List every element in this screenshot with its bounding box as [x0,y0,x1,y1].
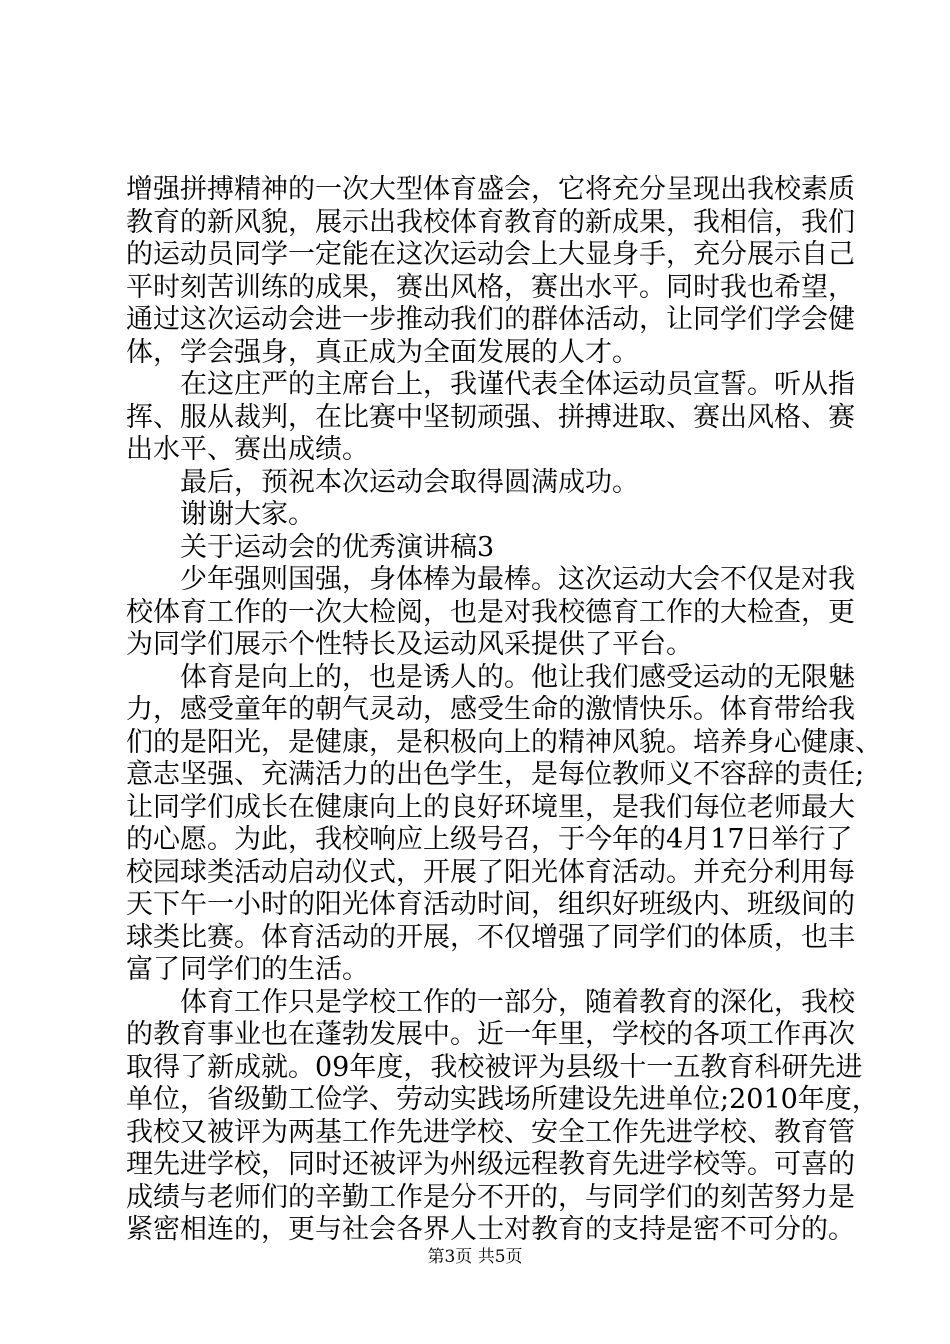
text-line: 在这庄严的主席台上，我谨代表全体运动员宣誓。听从指 [126,369,855,400]
section-heading: 关于运动会的优秀演讲稿3 [126,531,495,563]
text-line: 教育的新风貌，展示出我校体育教育的新成果，我相信，我们 [126,206,855,238]
text-line: 谢谢大家。 [126,499,315,530]
text-line: 少年强则国强，身体棒为最棒。这次运动大会不仅是对我 [126,564,855,595]
text-line: 最后，预祝本次运动会取得圆满成功。 [126,466,639,498]
text-line: 取得了新成就。09年度，我校被评为县级十一五教育科研先进 [126,1051,863,1083]
text-line: 紧密相连的，更与社会各界人士对教育的支持是密不可分的。 [126,1214,855,1245]
text-line: 平时刻苦训练的成果，赛出风格，赛出水平。同时我也希望， [126,271,855,303]
text-line: 力，感受童年的朝气灵动，感受生命的激情快乐。体育带给我 [126,694,855,725]
text-line: 为同学们展示个性特长及运动风采提供了平台。 [126,629,693,660]
text-line: 校体育工作的一次大检阅，也是对我校德育工作的大检查，更 [126,596,855,628]
text-line: 意志坚强、充满活力的出色学生，是每位教师义不容辞的责任; [126,759,865,790]
text-line: 们的是阳光，是健康，是积极向上的精神风貌。培养身心健康、 [126,726,882,758]
text-line: 的心愿。为此，我校响应上级号召，于今年的4月17日举行了 [126,824,853,855]
text-line: 我校又被评为两基工作先进学校、安全工作先进学校、教育管 [126,1116,855,1148]
text-line: 成绩与老师们的辛勤工作是分不开的，与同学们的刻苦努力是 [126,1181,855,1213]
text-line: 出水平、赛出成绩。 [126,434,369,465]
text-line: 理先进学校，同时还被评为州级远程教育先进学校等。可喜的 [126,1149,855,1180]
text-line: 通过这次运动会进一步推动我们的群体活动，让同学们学会健 [126,304,855,335]
text-line: 的运动员同学一定能在这次运动会上大显身手，充分展示自己 [126,239,855,270]
text-line: 体，学会强身，真正成为全面发展的人才。 [126,336,639,368]
text-line: 挥、服从裁判，在比赛中坚韧顽强、拼搏进取、赛出风格、赛 [126,401,855,433]
text-line: 增强拼搏精神的一次大型体育盛会，它将充分呈现出我校素质 [126,174,855,205]
document-body [126,174,882,1247]
text-line: 校园球类活动启动仪式，开展了阳光体育活动。并充分利用每 [126,856,855,888]
text-line: 球类比赛。体育活动的开展，不仅增强了同学们的体质，也丰 [126,921,855,953]
text-line: 单位，省级勤工俭学、劳动实践场所建设先进单位;2010年度， [126,1084,879,1115]
text-line: 的教育事业也在蓬勃发展中。近一年里，学校的各项工作再次 [126,1019,855,1050]
text-line: 体育是向上的，也是诱人的。他让我们感受运动的无限魅 [126,661,855,693]
text-line: 富了同学们的生活。 [126,954,369,985]
text-line: 天下午一小时的阳光体育活动时间，组织好班级内、班级间的 [126,889,855,920]
page-number: 第3页 共5页 [427,1247,523,1267]
text-line: 让同学们成长在健康向上的良好环境里，是我们每位老师最大 [126,791,855,823]
text-line: 体育工作只是学校工作的一部分，随着教育的深化，我校 [126,986,855,1018]
